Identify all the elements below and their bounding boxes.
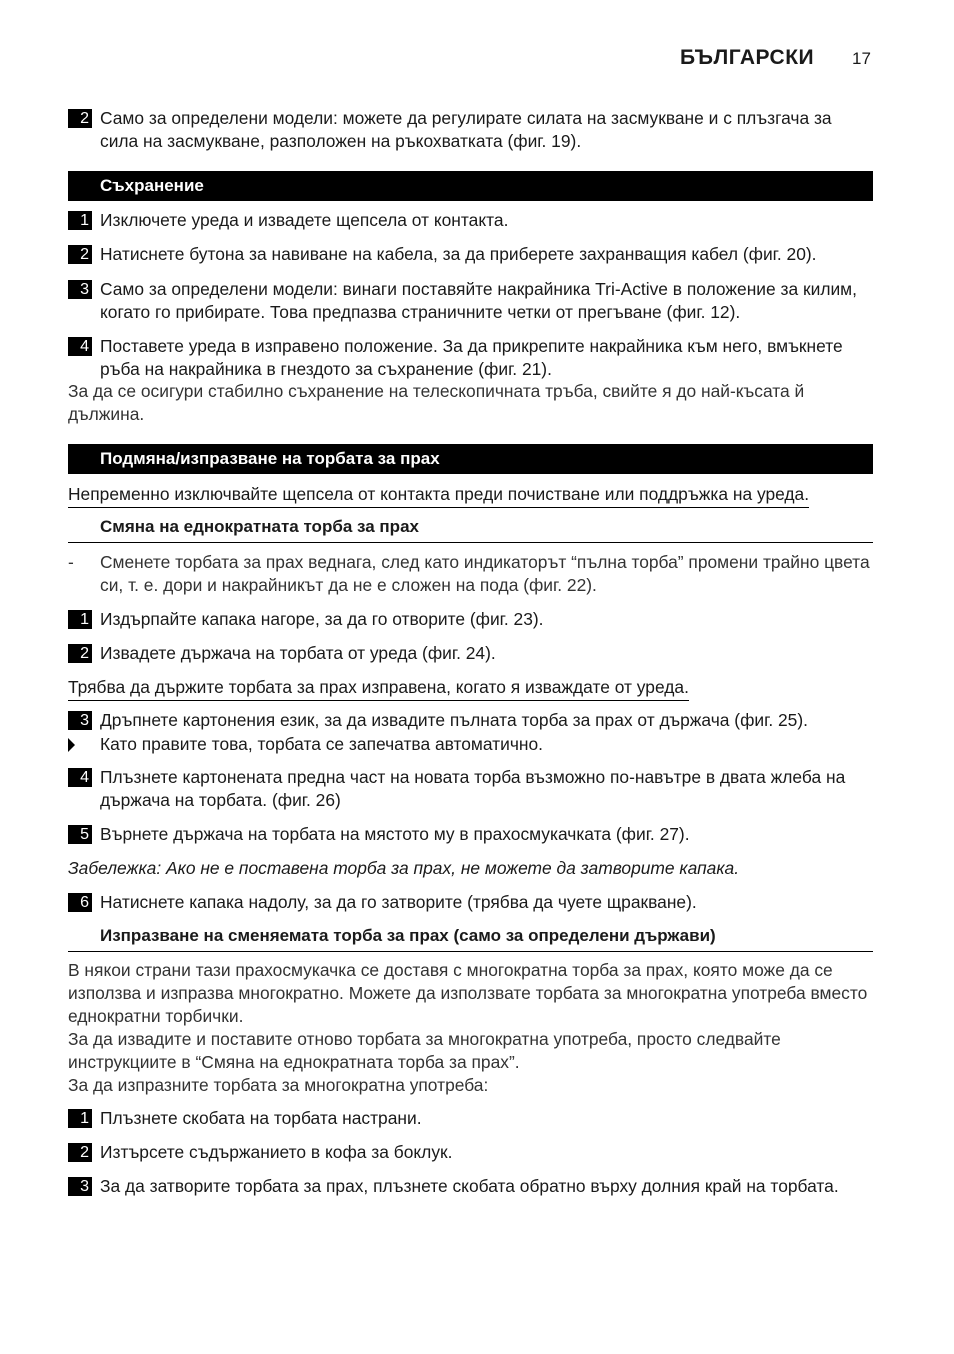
step-number: 3	[68, 711, 92, 730]
step-number: 2	[68, 644, 92, 663]
step-number: 2	[68, 1143, 92, 1162]
dash-marker: -	[68, 552, 74, 572]
step-text: Върнете държача на торбата на мястото му в прахосмукачката (фиг. 27).	[100, 824, 690, 844]
storage-step-4	[68, 335, 874, 381]
reusable-step-3	[68, 1175, 874, 1198]
reusable-step-1	[68, 1107, 874, 1130]
disposable-step-1	[68, 608, 874, 631]
subsection-title-reusable: Изпразване на сменяемата торба за прах (само за определени държави)	[68, 924, 873, 952]
step-text: Поставете уреда в изправено положение. За да прикрепите накрайника към него, вмъкнете ръба на накрайника в гнездото за съхранение (фиг. 21).	[100, 336, 843, 379]
bag-warning: Непременно изключвайте щепсела от контакта преди почистване или поддръжка на уреда.	[68, 483, 809, 508]
step-text: Извадете държача на торбата от уреда (фиг. 24).	[100, 643, 496, 663]
step-text: Издърпайте капака нагоре, за да го отворите (фиг. 23).	[100, 609, 544, 629]
step-number: 1	[68, 211, 92, 230]
page-number: 17	[852, 49, 871, 68]
step-text: Плъзнете скобата на торбата настрани.	[100, 1108, 422, 1128]
step-number: 2	[68, 109, 92, 128]
disposable-caution: Трябва да държите торбата за прах изправена, когато я изваждате от уреда.	[68, 676, 689, 701]
disposable-step-3-result	[68, 733, 874, 756]
section-title-bag: Подмяна/изпразване на торбата за прах	[68, 444, 873, 474]
page-language-title: БЪЛГАРСКИ	[680, 46, 815, 69]
step-text: Натиснете капака надолу, за да го затворите (трябва да чуете щракване).	[100, 892, 697, 912]
reusable-paragraph-1: В някои страни тази прахосмукачка се доставя с многократна торба за прах, която може да се използва и изпразва многократно. Можете да използвате торбата за многократна употреба вместо еднократни торбички.	[68, 960, 868, 1026]
step-text: Плъзнете картонената предна част на новата торба възможно по-навътре в двата жлеба на държача на торбата. (фиг. 26)	[100, 767, 846, 810]
step-text: Натиснете бутона за навиване на кабела, за да приберете захранващия кабел (фиг. 20).	[100, 244, 817, 264]
disposable-note: Забележка: Ако не е поставена торба за прах, не можете да затворите капака.	[68, 858, 740, 878]
result-arrow-icon	[68, 738, 75, 752]
step-number: 5	[68, 825, 92, 844]
step-number: 4	[68, 768, 92, 787]
disposable-step-5	[68, 823, 874, 846]
storage-step-1	[68, 209, 874, 232]
disposable-step-3	[68, 709, 874, 732]
reusable-paragraph-2: За да извадите и поставите отново торбата за многократна употреба, просто следвайте инструкциите в “Смяна на еднократната торба за прах”.	[68, 1029, 781, 1072]
step-number: 1	[68, 610, 92, 629]
storage-step-3	[68, 278, 874, 324]
step-number: 3	[68, 280, 92, 299]
step-text: Само за определени модели: можете да регулирате силата на засмукване и с плъзгача за сила на засмукване, разположен на ръкохватката (фиг. 19).	[100, 108, 832, 151]
step-number: 2	[68, 245, 92, 264]
step-number: 1	[68, 1109, 92, 1128]
reusable-paragraph-3: За да изпразните торбата за многократна употреба:	[68, 1075, 489, 1095]
step-number: 6	[68, 893, 92, 912]
disposable-step-2	[68, 642, 874, 665]
step-text: Изтърсете съдържанието в кофа за боклук.	[100, 1142, 453, 1162]
step-number: 4	[68, 337, 92, 356]
reusable-step-2	[68, 1141, 874, 1164]
result-text: Като правите това, торбата се запечатва автоматично.	[100, 734, 544, 754]
step-text: Само за определени модели: винаги поставяйте накрайника Tri-Active в положение за килим, когато го прибирате. Това предпазва страничните четки от прегъване (фиг. 12).	[100, 279, 857, 322]
disposable-step-6	[68, 891, 874, 914]
disposable-step-4	[68, 766, 874, 812]
dash-text: Сменете торбата за прах веднага, след като индикаторът “пълна торба” промени трайно цвета си, т. е. дори и накрайникът да не е сложен на пода (фиг. 22).	[100, 552, 870, 595]
disposable-dash-item	[68, 551, 874, 597]
storage-step-2	[68, 243, 874, 266]
section-title-storage: Съхранение	[68, 171, 873, 201]
subsection-title-disposable: Смяна на еднократната торба за прах	[68, 515, 873, 543]
step-text: За да затворите торбата за прах, плъзнете скобата обратно върху долния край на торбата.	[100, 1176, 839, 1196]
step-text: Дръпнете картонения език, за да извадите пълната торба за прах от държача (фиг. 25).	[100, 710, 808, 730]
step-text: Изключете уреда и извадете щепсела от контакта.	[100, 210, 509, 230]
intro-step	[68, 107, 874, 153]
step-number: 3	[68, 1177, 92, 1196]
storage-tip: За да се осигури стабилно съхранение на телескопичната тръба, свийте я до най-късата й дължина.	[68, 381, 805, 424]
